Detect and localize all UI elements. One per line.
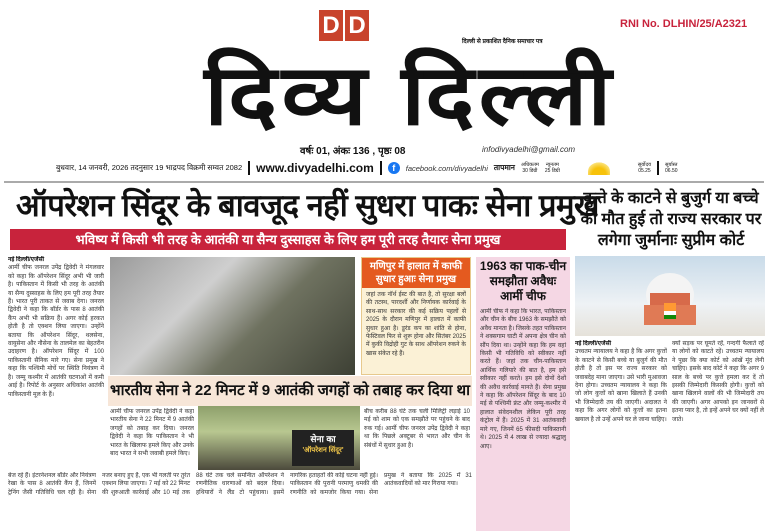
min-temp: [545, 162, 560, 174]
rni-number: RNI No. DLHIN/25/A2321: [620, 18, 748, 30]
sunset-time: 06.50: [665, 168, 678, 174]
lead-subheadline-banner: भविष्य में किसी भी तरह के आतंकी या सैन्य दुस्साहस के लिए हम पूरी तरह तैयारः सेना प्रमुख: [10, 229, 566, 250]
lead-body: आर्मी चीफ जनरल उपेंद्र द्विवेदी ने मंगलवार को कहा कि ऑपरेशन सिंदूर अभी भी जारी है। पाकिस्तान में किसी भी तरह के आतंकी या सैन्य दुस्साहस के लिए हम पूरी तरह तैयार हैं। भारत पूरी ताकत से जवाब देगा। जनरल द्विवेदी ने कहा कि बॉर्डर के पास 8 आतंकी कैंप अभी भी सक्रिय हैं। अगर कोई हरकत होती है तो एक्शन लिया जाएगा। उन्होंने बताया कि ऑपरेशन सिंदूर, थलसेना, वायुसेना और नौसेना के तालमेल का बेहतरीन उदाहरण है। ऑपरेशन सिंदूर में 100 पाकिस्तानी सैनिक मारे गए। सेना प्रमुख ने कहा कि पश्चिमी मोर्चे पर स्थिति नियंत्रण में है। जम्मू कश्मीर में आतंकी घटनाओं में कमी आई है। रिपोर्ट के अनुसार अधिकांश आतंकी पाकिस्तानी मूल के हैं।: [8, 265, 104, 398]
logo-letter: D: [319, 10, 343, 41]
min-temp-label: न्यूनतम: [545, 162, 559, 168]
facebook-icon: f: [388, 162, 400, 174]
divider: [380, 161, 382, 175]
pact-body: आर्मी चीफ ने कहा कि भारत, पाकिस्तान और चीन के बीच 1963 के समझौते को अवैध मानता है। जिसके तहत पाकिस्तान ने शक्सगाम घाटी में अपना क्षेत्र चीन को सौंप दिया था। उन्होंने कहा कि हम वहां किसी भी गतिविधि को स्वीकार नहीं करते हैं। जहां तक चीन-पाकिस्तान आर्थिक गलियारे की बात है, हम इसे स्वीकार नहीं करते। हम इसे दोनों देशों की अवैध कार्रवाई मानते हैं। सेना प्रमुख ने कहा कि ऑपरेशन सिंदूर के बाद 10 मई से पश्चिमी फ्रंट और जम्मू-कश्मीर में हालात संवेदनशील लेकिन पूरी तरह कंट्रोल में हैं। 2025 में 31 आतंकवादी मारे गए, जिनमें 65 फीसदी पाकिस्तानी थे। 2025 में 4 लाख से ज्यादा श्रद्धालु आए।: [480, 309, 566, 450]
lead-story-column: [8, 256, 104, 471]
newspaper-title: दिव्य दिल्ली: [204, 48, 616, 142]
divider: [657, 161, 659, 175]
date-bar: [0, 158, 768, 178]
strike-headline: भारतीय सेना ने 22 मिनट में 9 आतंकी जगहों को तबाह कर दिया था: [108, 376, 472, 406]
dateline: नई दिल्ली/एजेंसी: [575, 341, 612, 347]
divider: [4, 181, 764, 183]
dd-logo: [319, 10, 369, 41]
min-temp-value: 25 डिग्री: [544, 168, 560, 174]
lead-headline: ऑपरेशन सिंदूर के बावजूद नहीं सुधरा पाकः सेना प्रमुख: [16, 188, 599, 223]
manipur-headline: मणिपुर में हालात में काफी सुधार हुआः सेना प्रमुख: [362, 258, 470, 288]
strike-bottom-text: बेज रहे हैं। इंटरनेशनल बॉर्डर और नियंत्रण रेखा के पास 8 आतंकी कैंप हैं, जिनमें ट्रेनिंग जैसी गतिविधि चल रही है। सेना नजर बनाए हुए है, एक भी गलती पर तुरंत एक्शन लिया जाएगा। 7 मई को 22 मिनट की शुरुआती कार्रवाई और 10 मई तक 88 घंटे तक चले समन्वित ऑपरेशन ने रणनीतिक धारणाओं को बदल दिया। हथियारों ने लैंड टो पहुंचाया। इसमें नागरिक हताहतों की कोई घटना नहीं हुई। पाकिस्तान की पुरानी परमाणु धमकी की रणनीति को कमजोर किया गया। सेना प्रमुख ने बताया कि 2025 में 31 आतंकवादियों को मार गिराया गया।: [8, 473, 472, 496]
strike-column-2: बीच करीब 88 घंटे तक चली मिलिट्री लड़ाई 10 मई को शाम को एक समझौते पर पहुंचने के बाद रुक गई। आर्मी चीफ जनरल उपेंद्र द्विवेदी ने कहा था कि पिछले अक्टूबर से भारत और चीन के संबंधों में सुधार हुआ है।: [364, 409, 470, 449]
side-column-1: [575, 340, 667, 531]
sunset-label: सूर्यास्त: [665, 162, 678, 168]
sun-icon: [588, 161, 610, 175]
sunrise-label: सूर्योदय: [637, 162, 652, 168]
date: बुधवार, 14 जनवरी, 2026 तदनुसार 19 भाद्रपद विक्रमी सम्वत 2082: [56, 163, 243, 172]
caption-line-1: सेना का: [310, 434, 336, 444]
temperature-label: तापमान: [493, 163, 515, 172]
sunrise-time: 05.25: [638, 168, 651, 174]
email: infodivyadelhi@gmail.com: [482, 145, 576, 154]
manipur-box: [361, 257, 471, 375]
issue-info: वर्षः 01, अंकः 136 , पृष्ठः 08: [300, 146, 406, 157]
tagline: दिल्ली से प्रकाशित दैनिक समाचार पत्र: [462, 39, 543, 45]
supreme-court-dome-icon: [640, 265, 700, 325]
facebook-link[interactable]: facebook.com/divyadelhi: [405, 163, 488, 173]
manipur-body: जहां तक नॉर्थ ईस्ट की बात है, तो सुरक्षा बलों की तटस्थ, पारदर्शी और निर्णायक कार्रवाई के साथ-साथ सरकार की कई सक्रिय पहलों से 2025 के दौरान मणिपुर में हालात में काफी सुधार हुआ है। डूरंड कप का शांति से होना, फेस्टिवल फिर से शुरू होना और सितंबर 2025 में कुकी विद्रोही गुट के साथ ऑपरेशन रुकने के खास संकेत रहे हैं।: [366, 292, 466, 357]
logo-letter: D: [345, 10, 369, 41]
strike-column-1: आर्मी चीफ जनरल उपेंद्र द्विवेदी ने कहा भारतीय सेना ने 22 मिनट में 9 आतंकी जगहों को तबाह कर दिया। जनरल द्विवेदी ने कहा कि पाकिस्तान ने भी भारत के खिलाफ हमले किए और उनके बाद भारत ने सभी जवाबी हमले किए।: [110, 409, 194, 458]
side-column-2: क्यों सड़क पर घूमते रहें, गन्दगी फैलाते रहें या लोगों को काटते रहें। उच्चतम न्यायालय ने पूछा कि क्या कोर्ट को आंखें मूंद लेनी चाहिए। इसके बाद कोर्ट ने कहा कि अगर 9 साल के बच्चे पर कुत्ते हमला कर दें तो इसकी जिम्मेदारी किसकी होगी। कुत्तों को खाना खिलाने वालों की भी जिम्मेदारी तय की जाएगी। अगर आपको इन जानवरों से इतना प्यार है, तो इन्हें अपने घर क्यों नहीं ले जाते।: [672, 341, 764, 423]
max-temp-label: अधिकतम: [520, 162, 539, 168]
sunset: [665, 162, 678, 174]
army-chief-photo: [110, 257, 355, 375]
max-temp-value: 30 डिग्री: [522, 168, 538, 174]
sunrise: [638, 162, 651, 174]
dateline: नई दिल्ली/एजेंसी: [8, 257, 45, 263]
pact-headline: 1963 का पाक-चीन समझौता अवैधः आर्मी चीफ: [479, 259, 567, 303]
pact-box: [476, 257, 570, 531]
caption-line-2: 'ऑपरेशन सिंदूर': [302, 447, 344, 454]
operation-sindoor-label: [292, 430, 354, 466]
side-body-1: उच्चतम न्यायालय ने कहा है कि अगर कुत्तों के काटने से किसी बच्चे या बुजुर्ग की मौत होती है तो इस पर राज्य सरकार को जवाबदेह माना जाएगा। उसे भारी मुआवजा देना होगा। उच्चतम न्यायालय ने कहा कि जो लोग कुत्तों को खाना खिलाते हैं उनकी भी जिम्मेदारी तय की जाएगी। अदालत ने कहा कि अगर लोगों को कुत्तों का इतना खयाल है तो उन्हें अपने घर ले जाना चाहिए।: [575, 349, 667, 423]
website-link[interactable]: www.divyadelhi.com: [256, 161, 374, 175]
max-temp: [521, 162, 539, 174]
side-headline: कुत्ते के काटने से बुजुर्ग या बच्चे की मौत हुई तो राज्य सरकार पर लगेगा जुर्मानाः सुप्रीम कोर्ट: [580, 190, 762, 249]
divider: [248, 161, 250, 175]
